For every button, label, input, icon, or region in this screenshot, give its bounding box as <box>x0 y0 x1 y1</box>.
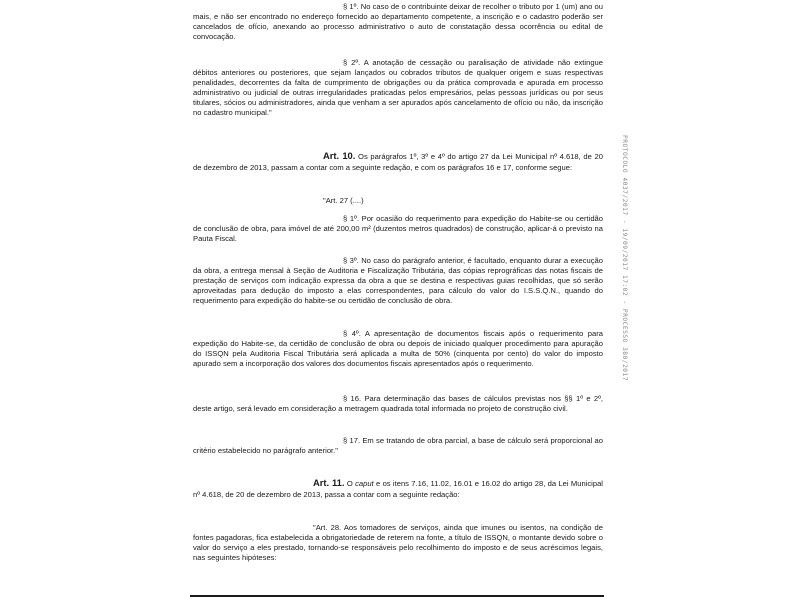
article-11-text: e os itens 7.16, 11.02, 16.01 e 16.02 do artigo 28, da Lei Municipal nº 4.618, de 20 de dezembro de 2013, passa a contar com a seguinte redação: <box>193 479 603 499</box>
paragraph-art27-p3 <box>193 256 603 306</box>
paragraph-art26-p2 <box>193 58 603 119</box>
article-28-text: Aos tomadores de serviços, ainda que imunes ou isentos, na condição de fontes pagadoras, fica estabelecida a obrigatoriedade de reterem na fonte, a título de ISSQN, o montante devido sobre o valor do serviço a eles prestado, tornando-se responsáveis pelo recolhimento do imposto e de seus acréscimos legais, nas seguintes hipóteses: <box>193 523 603 563</box>
article-28-heading: "Art. 28. <box>313 523 342 532</box>
paragraph-text: § 1º. Por ocasião do requerimento para expedição do Habite-se ou certidão de conclusão de obra, para imóvel de até 200,00 m² (duzentos metros quadrados) de construção, aplicar-á o previsto na Pauta Fiscal. <box>193 214 603 244</box>
paragraph-text: § 3º. No caso do parágrafo anterior, é facultado, enquanto durar a execução da obra, a entrega mensal à Seção de Auditoria e Fiscalização Tributária, das cópias reprográficas das notas fiscais de prestação de serviços com indicação expressa da obra a que se destina e respectivas guias recolhidas, que só serão aproveitadas para dedução do imposto a elas correspondentes, para cálculo do valor do I.S.S.Q.N., quando do requerimento para expedição do habite-se ou certidão de conclusão de obra. <box>193 256 603 306</box>
paragraph-art27-p4 <box>193 329 603 369</box>
paragraph-text: § 4º. A apresentação de documentos fiscais após o requerimento para expedição do Habite-se, da certidão de conclusão de obra ou depois de iniciado qualquer procedimento para apuração do ISSQN pela Auditoria Fiscal Tributária será aplicada a multa de 50% (cinquenta por cento) do valor do imposto apurado sem a incorporação dos valores dos documentos fiscais apresentados após o requerimento. <box>193 329 603 369</box>
article-28 <box>193 523 603 563</box>
paragraph-art27-p1 <box>193 214 603 244</box>
paragraph-art27-p17 <box>193 436 603 456</box>
protocol-stamp: PROTOCOLO 4037/2017 - 19/09/2017 17:02 - PROCESSO 380/2017 <box>621 135 628 381</box>
bottom-divider <box>190 595 604 597</box>
paragraph-art26-p1 <box>193 2 603 42</box>
paragraph-text: § 2º. A anotação de cessação ou paralisação de atividade não extingue débitos anteriores ou posteriores, que sejam lançados ou cobrados tributos de qualquer origem e suas respectivas penalidades, decorrentes da falta de cumprimento de obrigações ou da prática comprovada e apurada em processo administrativo ou judicial de outras irregularidades praticadas pelos empresários, pelas pessoas jurídicas ou por seus titulares, sócios ou administradores, ainda que venham a ser apurados após cancelamento de ofício ou não, da inscrição no cadastro municipal." <box>193 58 603 118</box>
article-10 <box>193 151 603 173</box>
article-27-heading-text: "Art. 27 (....) <box>323 196 364 205</box>
article-10-text: Os parágrafos 1º, 3º e 4º do artigo 27 da Lei Municipal nº 4.618, de 20 de dezembro de 2013, passam a contar com a seguinte redação, e com os parágrafos 16 e 17, conforme segue: <box>193 152 603 172</box>
paragraph-art27-p16 <box>193 394 603 414</box>
paragraph-text: § 1º. No caso de o contribuinte deixar de recolher o tributo por 1 (um) ano ou mais, e não ser encontrado no endereço fornecido ao departamento competente, a inscrição e o cadastro poderão ser cancelados de ofício, anexando ao processo administrativo o auto de constatação dessa ocorrência ou edital de convocação. <box>193 2 603 42</box>
article-11 <box>193 478 603 500</box>
article-27-heading <box>193 196 603 206</box>
paragraph-text: § 17. Em se tratando de obra parcial, a base de cálculo será proporcional ao critério estabelecido no parágrafo anterior." <box>193 436 603 456</box>
article-11-caput: caput <box>355 479 374 488</box>
article-11-label: Art. 11. <box>313 477 345 488</box>
paragraph-text: § 16. Para determinação das bases de cálculos previstas nos §§ 1º e 2º, deste artigo, será levado em consideração a metragem quadrada total informada no projeto de construção civil. <box>193 394 603 414</box>
article-11-pre: O <box>344 479 356 488</box>
article-10-label: Art. 10. <box>323 150 356 161</box>
